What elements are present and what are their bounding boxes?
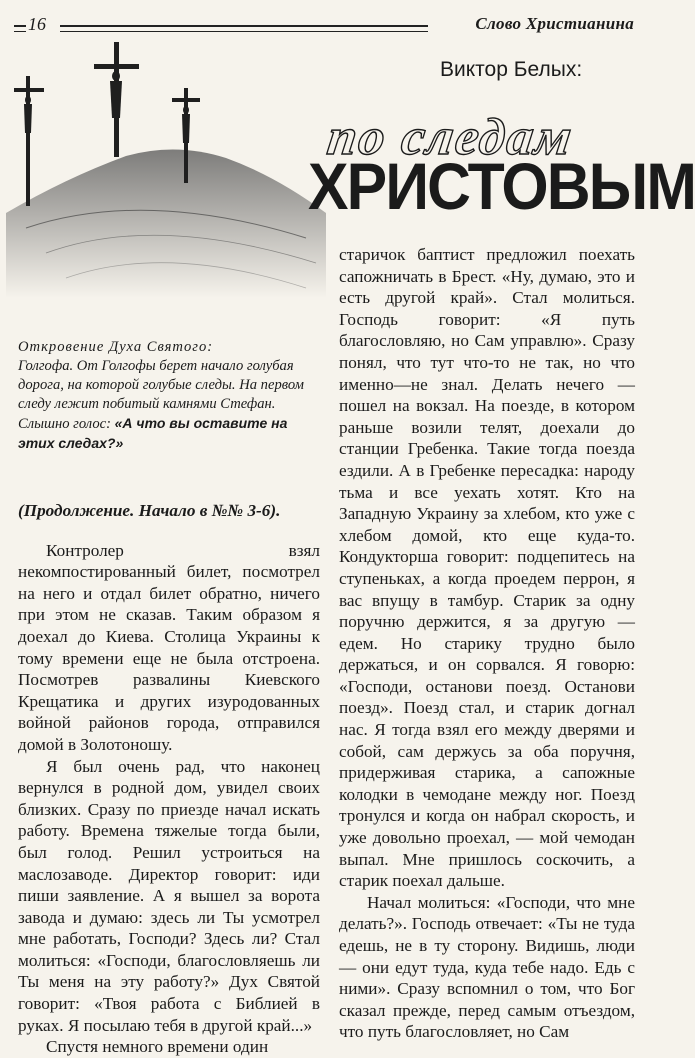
author-name: Виктор Белых:: [440, 58, 583, 81]
paragraph: старичок баптист предложил поехать сапожничать в Брест. «Ну, думаю, это и есть другой край». Стал молиться. Господь говорит: «Я путь благословляю, но Сам управлю». Сразу понял, что тут что-то не так, но что именно—не знал. Делать нечего — пошел на вокзал. На поезде, в котором раньше возили телят, доехали до станции Гребенка. Такие тогда поезда ездили. А в Гребенке пересадка: народу тьма и все уехать хотят. Кто на Западную Украину за хлебом, кто уже с хлебом домой, кто еще куда-то. Кондукторша говорит: подцепитесь на ступеньках, а когда проедем перрон, я вас впущу в тамбур. Старик за одну поручню держится, я за другую — едем. Но старику трудно было держаться, и он сорвался. Я говорю: «Господи, останови поезд. Останови поезд». Поезд стал, и старик догнал нас. Я тогда взял его между дверями и собой, сам держусь за оба поручня, придерживая старика, а сапожные колодки в чемодане между ног. Поезд тронулся и когда он набрал скорость, и уже довольно проехал, — мой чемодан выпал. Мне пришлось соскочить, а старик поехал дальше.: [339, 245, 635, 891]
paragraph: Начал молиться: «Господи, что мне делать?». Господь отвечает: «Ты не туда едешь, не в ту сторону. Видишь, люди — они едут туда, куда тебе надо. Едь с ними». Сразу вспомнил о том, что Бог сказал прежде, перед самым отъездом, что путь благословляет, но Сам: [339, 892, 635, 1042]
epigraph-voice-quote: «А что вы оставите на этих следах?»: [18, 415, 288, 451]
headline-line1: по следам: [323, 109, 577, 166]
epigraph-text: Голгофа. От Голгофы берет начало голубая дорога, на которой голубые следы. На первом следу лежит побитый камнями Стефан.: [18, 358, 304, 412]
left-column: [18, 500, 320, 1058]
golgotha-illustration: [6, 38, 326, 338]
publication-title: Слово Христианина: [475, 14, 634, 33]
paragraph: Контролер взял некомпостированный билет, посмотрел на него и отдал билет обратно, ничего при этом не сказав. Таким образом я доехал до Киева. Столица Украины к тому времени еще не была отстроена. Посмотрев развалины Киевского Крещатика и других изуродованных войной районов города, отправился домой в Золотоношу.: [18, 540, 320, 754]
left-cross: [14, 76, 44, 206]
page-header: [14, 14, 638, 40]
center-cross: [94, 42, 139, 157]
header-rule: [60, 25, 428, 32]
paragraph: Я был очень рад, что наконец вернулся в родной дом, увидел своих близких. Сразу по приезде начал искать работу. Времена тяжелые тогда были, был голод. Решил устроиться на маслозаводе. Директор говорит: иди пиши заявление. А я вышел за ворота завода и думаю: здесь ли Ты усмотрел мне работать, Господи? Здесь ли? Стал молиться: «Господи, благословляешь ли Ты меня на эту работу?» Дух Святой говорит: «Твоя работа с Библией в руках. Я посылаю тебя в другой край...»: [18, 756, 320, 1035]
epigraph: [18, 338, 323, 454]
right-column: [339, 244, 635, 1043]
paragraph: Спустя немного времени один: [46, 1037, 269, 1057]
header-rule-left: [14, 25, 26, 32]
page-number: 16: [28, 14, 46, 34]
epigraph-voice-intro: Слышно голос:: [18, 416, 115, 432]
headline-line2: ХРИСТОВЫМ: [308, 149, 695, 223]
epigraph-lead: Откровение Духа Святого:: [18, 339, 214, 355]
continuation-note: (Продолжение. Начало в №№ 3-6).: [18, 501, 281, 520]
